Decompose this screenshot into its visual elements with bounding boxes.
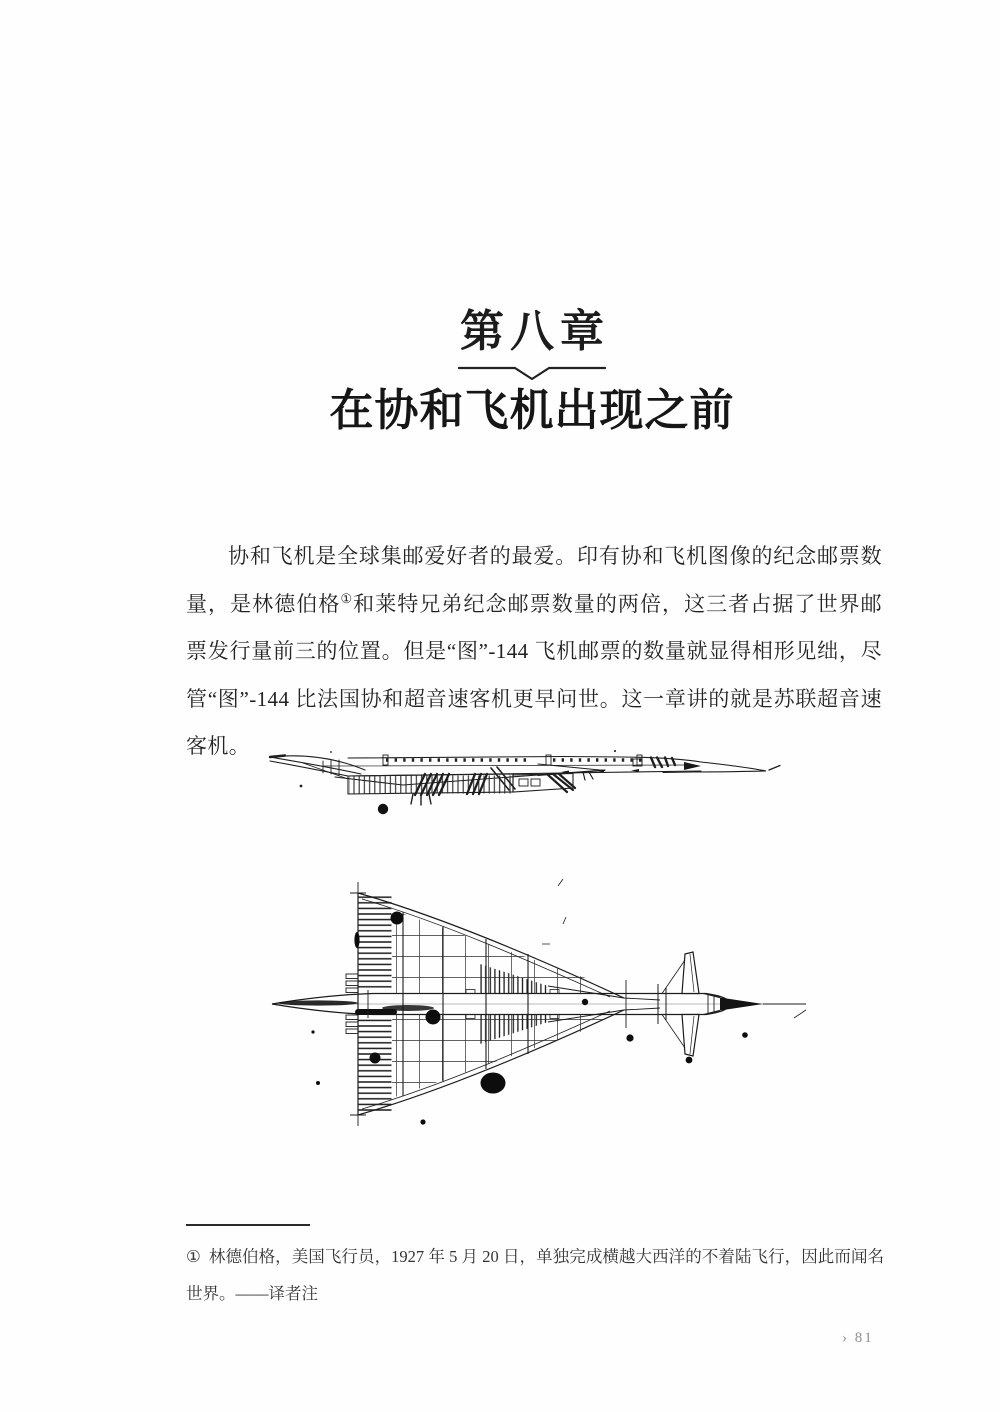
footnote-separator-rule (186, 1224, 310, 1226)
page-number-arrow: › (842, 1330, 849, 1346)
paragraph-text-before-ref: 协和飞机是全球集邮爱好者的最爱。印有协和飞机图像的纪念邮票数量，是林德伯格 (186, 544, 882, 616)
chapter-number: 第八章 (460, 307, 610, 356)
footnote-marker: ① (186, 1247, 201, 1266)
page-number-value: 81 (854, 1330, 874, 1346)
figure-aircraft-side-view (263, 740, 803, 832)
footnote (186, 1238, 884, 1312)
chevron-divider-icon (457, 364, 607, 382)
chapter-title: 在协和飞机出现之前 (329, 386, 735, 435)
chapter-divider-ornament (100, 364, 964, 382)
tu144-top-view-drawing (258, 872, 814, 1130)
figure-aircraft-top-view (258, 872, 814, 1130)
paragraph-text-after-ref: 和莱特兄弟纪念邮票数量的两倍，这三者占据了世界邮票发行量前三的位置。但是“图”-144 飞机邮票的数量就显得相形见绌，尽管“图”-144 比法国协和超音速客机更早问世。这一章讲的就是苏联超音速客机。 (186, 591, 882, 758)
footnote-reference-marker: ① (340, 590, 354, 606)
body-paragraph (186, 533, 882, 771)
footnote-text: 林德伯格，美国飞行员，1927 年 5 月 20 日，单独完成横越大西洋的不着陆飞行，因此而闻名世界。——译者注 (186, 1247, 885, 1303)
page-number (842, 1330, 932, 1347)
tu144-side-view-drawing (263, 740, 803, 832)
